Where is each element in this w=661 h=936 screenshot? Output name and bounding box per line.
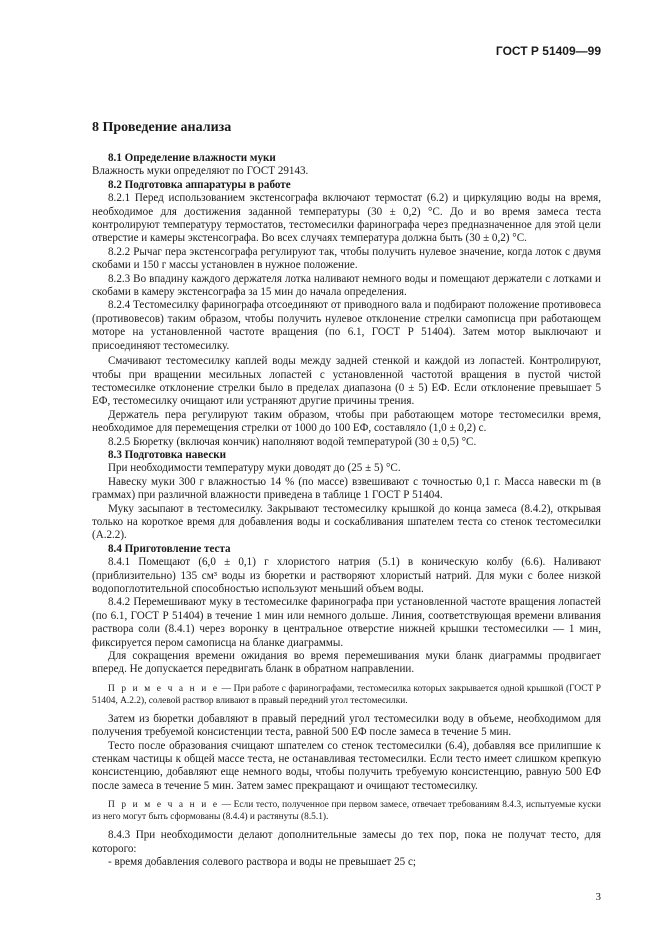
- note-label: П р и м е ч а н и е: [108, 800, 220, 811]
- paragraph: 8.2.5 Бюретку (включая кончик) наполняют водой температурой (30 ± 0,5) °С.: [108, 435, 477, 448]
- section-title: 8 Проведение анализа: [92, 120, 232, 135]
- note-label: П р и м е ч а н и е: [108, 683, 220, 694]
- paragraph: 8.2.2 Рычаг пера экстенсографа регулируют так, чтобы получить нулевое значение, когда лоток с двумя скобами и 150 г массы установлен в нужное положение.: [92, 245, 601, 272]
- paragraph: Влажность муки определяют по ГОСТ 29143.: [92, 165, 309, 178]
- paragraph: Смачивают тестомесилку каплей воды между задней стенкой и каждой из лопастей. Контролируют, чтобы при вращении месильных лопастей с установленной частотой вращения в пустой чистой тестомесилке отклонение стрелки было в пределах диапазона (0 ± 5) ЕФ. Если отклонение превышает 5 ЕФ, тестомесилку очищают или устраняют другие причины трения.: [92, 355, 601, 408]
- paragraph: 8.4.1 Помещают (6,0 ± 0,1) г хлористого натрия (5.1) в коническую колбу (6.6). Наливают (приблизительно) 135 см³ воды из бюретки и растворяют хлористый натрий. Для муки с более низкой водопоглотительной способностью используют меньший объем воды.: [92, 556, 601, 595]
- document-body: [92, 152, 601, 870]
- paragraph: 8.2.4 Тестомесилку фаринографа отсоединяют от приводного вала и подбирают положение противовеса (противовесов) таким образом, чтобы получить нулевое отклонение стрелки самописца при работающем моторе на установленной частоте вращения (по 6.1, ГОСТ Р 51404). Затем мотор выключают и присоединяют тестомесилку.: [92, 299, 601, 352]
- paragraph: 8.4.2 Перемешивают муку в тестомесилке фаринографа при установленной частоте вращения лопастей (по 6.1, ГОСТ Р 51404) в течение 1 мин или немного дольше. Линия, соответствующая времени вливания раствора соли (8.4.1) через воронку в центральное отверстие нижней крышки тестомесилки — 1 мин, фиксируется пером самописца на бланке диаграммы.: [92, 596, 601, 649]
- paragraph: Держатель пера регулируют таким образом, чтобы при работающем моторе тестомесилки время, необходимое для перемещения стрелки от 1000 до 100 ЕФ, составляло (1,0 ± 0,2) с.: [92, 408, 601, 435]
- note: [92, 683, 601, 707]
- document-page: [92, 40, 601, 920]
- paragraph: 8.4.3 При необходимости делают дополнительные замесы до тех пор, пока не получат тесто, для которого:: [92, 829, 601, 855]
- note-text: — Если тесто, полученное при первом замесе, отвечает требованиям 8.4.3, испытуемые куски из него могут быть сформованы (8.4.4) и растянуты (8.5.1).: [92, 800, 601, 823]
- page-number: 3: [595, 891, 601, 903]
- subsection-heading-8-4: 8.4 Приготовление теста: [108, 542, 231, 555]
- note-text: — При работе с фаринографами, тестомесилка которых закрывается одной крышкой (ГОСТ Р 51404, А.2.2), солевой раствор вливают в правый передний угол тестомесилки.: [92, 683, 601, 706]
- note: [92, 799, 601, 823]
- paragraph: Муку засыпают в тестомесилку. Закрывают тестомесилку крышкой до конца замеса (8.4.2), открывая только на короткое время для добавления воды и соскабливания шпателем теста со стенок тестомесилки (А.2.2).: [92, 502, 601, 542]
- list-item: - время добавления солевого раствора и воды не превышает 25 с;: [108, 856, 417, 869]
- subsection-heading-8-1: 8.1 Определение влажности муки: [108, 152, 276, 164]
- paragraph: Тесто после образования счищают шпателем со стенок тестомесилки (6.4), добавляя все прилипшие к стенкам частицы к общей массе теста, не останавливая тестомесилки. Если тесто имеет слишком крепкую консистенцию, добавляют еще немного воды, чтобы получить требуемую консистенцию, равную 500 ЕФ после замеса в течение 5 мин. Затем замес прекращают и очищают тестомесилку.: [92, 739, 601, 792]
- paragraph: Навеску муки 300 г влажностью 14 % (по массе) взвешивают с точностью 0,1 г. Масса навески m (в граммах) при различной влажности приведена в таблице 1 ГОСТ Р 51404.: [92, 475, 601, 502]
- subsection-heading-8-2: 8.2 Подготовка аппаратуры в работе: [108, 178, 291, 191]
- paragraph: Для сокращения времени ожидания во время перемешивания муки бланк диаграммы продвигает вперед. Не допускается передвигать бланк в обратном направлении.: [92, 650, 601, 676]
- paragraph: 8.2.1 Перед использованием экстенсографа включают термостат (6.2) и циркуляцию воды на время, необходимое для достижения заданной температуры (30 ± 0,2) °С. До и во время замеса теста контролируют температуру термостатов, тестомесилки фаринографа через предназначенное для этой цели отверстие и камеры экстенсографа. Во всех случаях температура должна быть (30 ± 0,2) °С.: [92, 192, 601, 245]
- paragraph: При необходимости температуру муки доводят до (25 ± 5) °С.: [108, 462, 401, 475]
- standard-number: ГОСТ Р 51409—99: [495, 44, 601, 58]
- subsection-heading-8-3: 8.3 Подготовка навески: [108, 448, 227, 461]
- paragraph: 8.2.3 Во впадину каждого держателя лотка наливают немного воды и помещают держатели с лотками и скобами в камеру экстенсографа за 15 мин до начала определения.: [92, 272, 601, 299]
- paragraph: Затем из бюретки добавляют в правый передний угол тестомесилки воду в объеме, необходимом для получения требуемой консистенции теста, равной 500 ЕФ после замеса в течение 5 мин.: [92, 712, 601, 739]
